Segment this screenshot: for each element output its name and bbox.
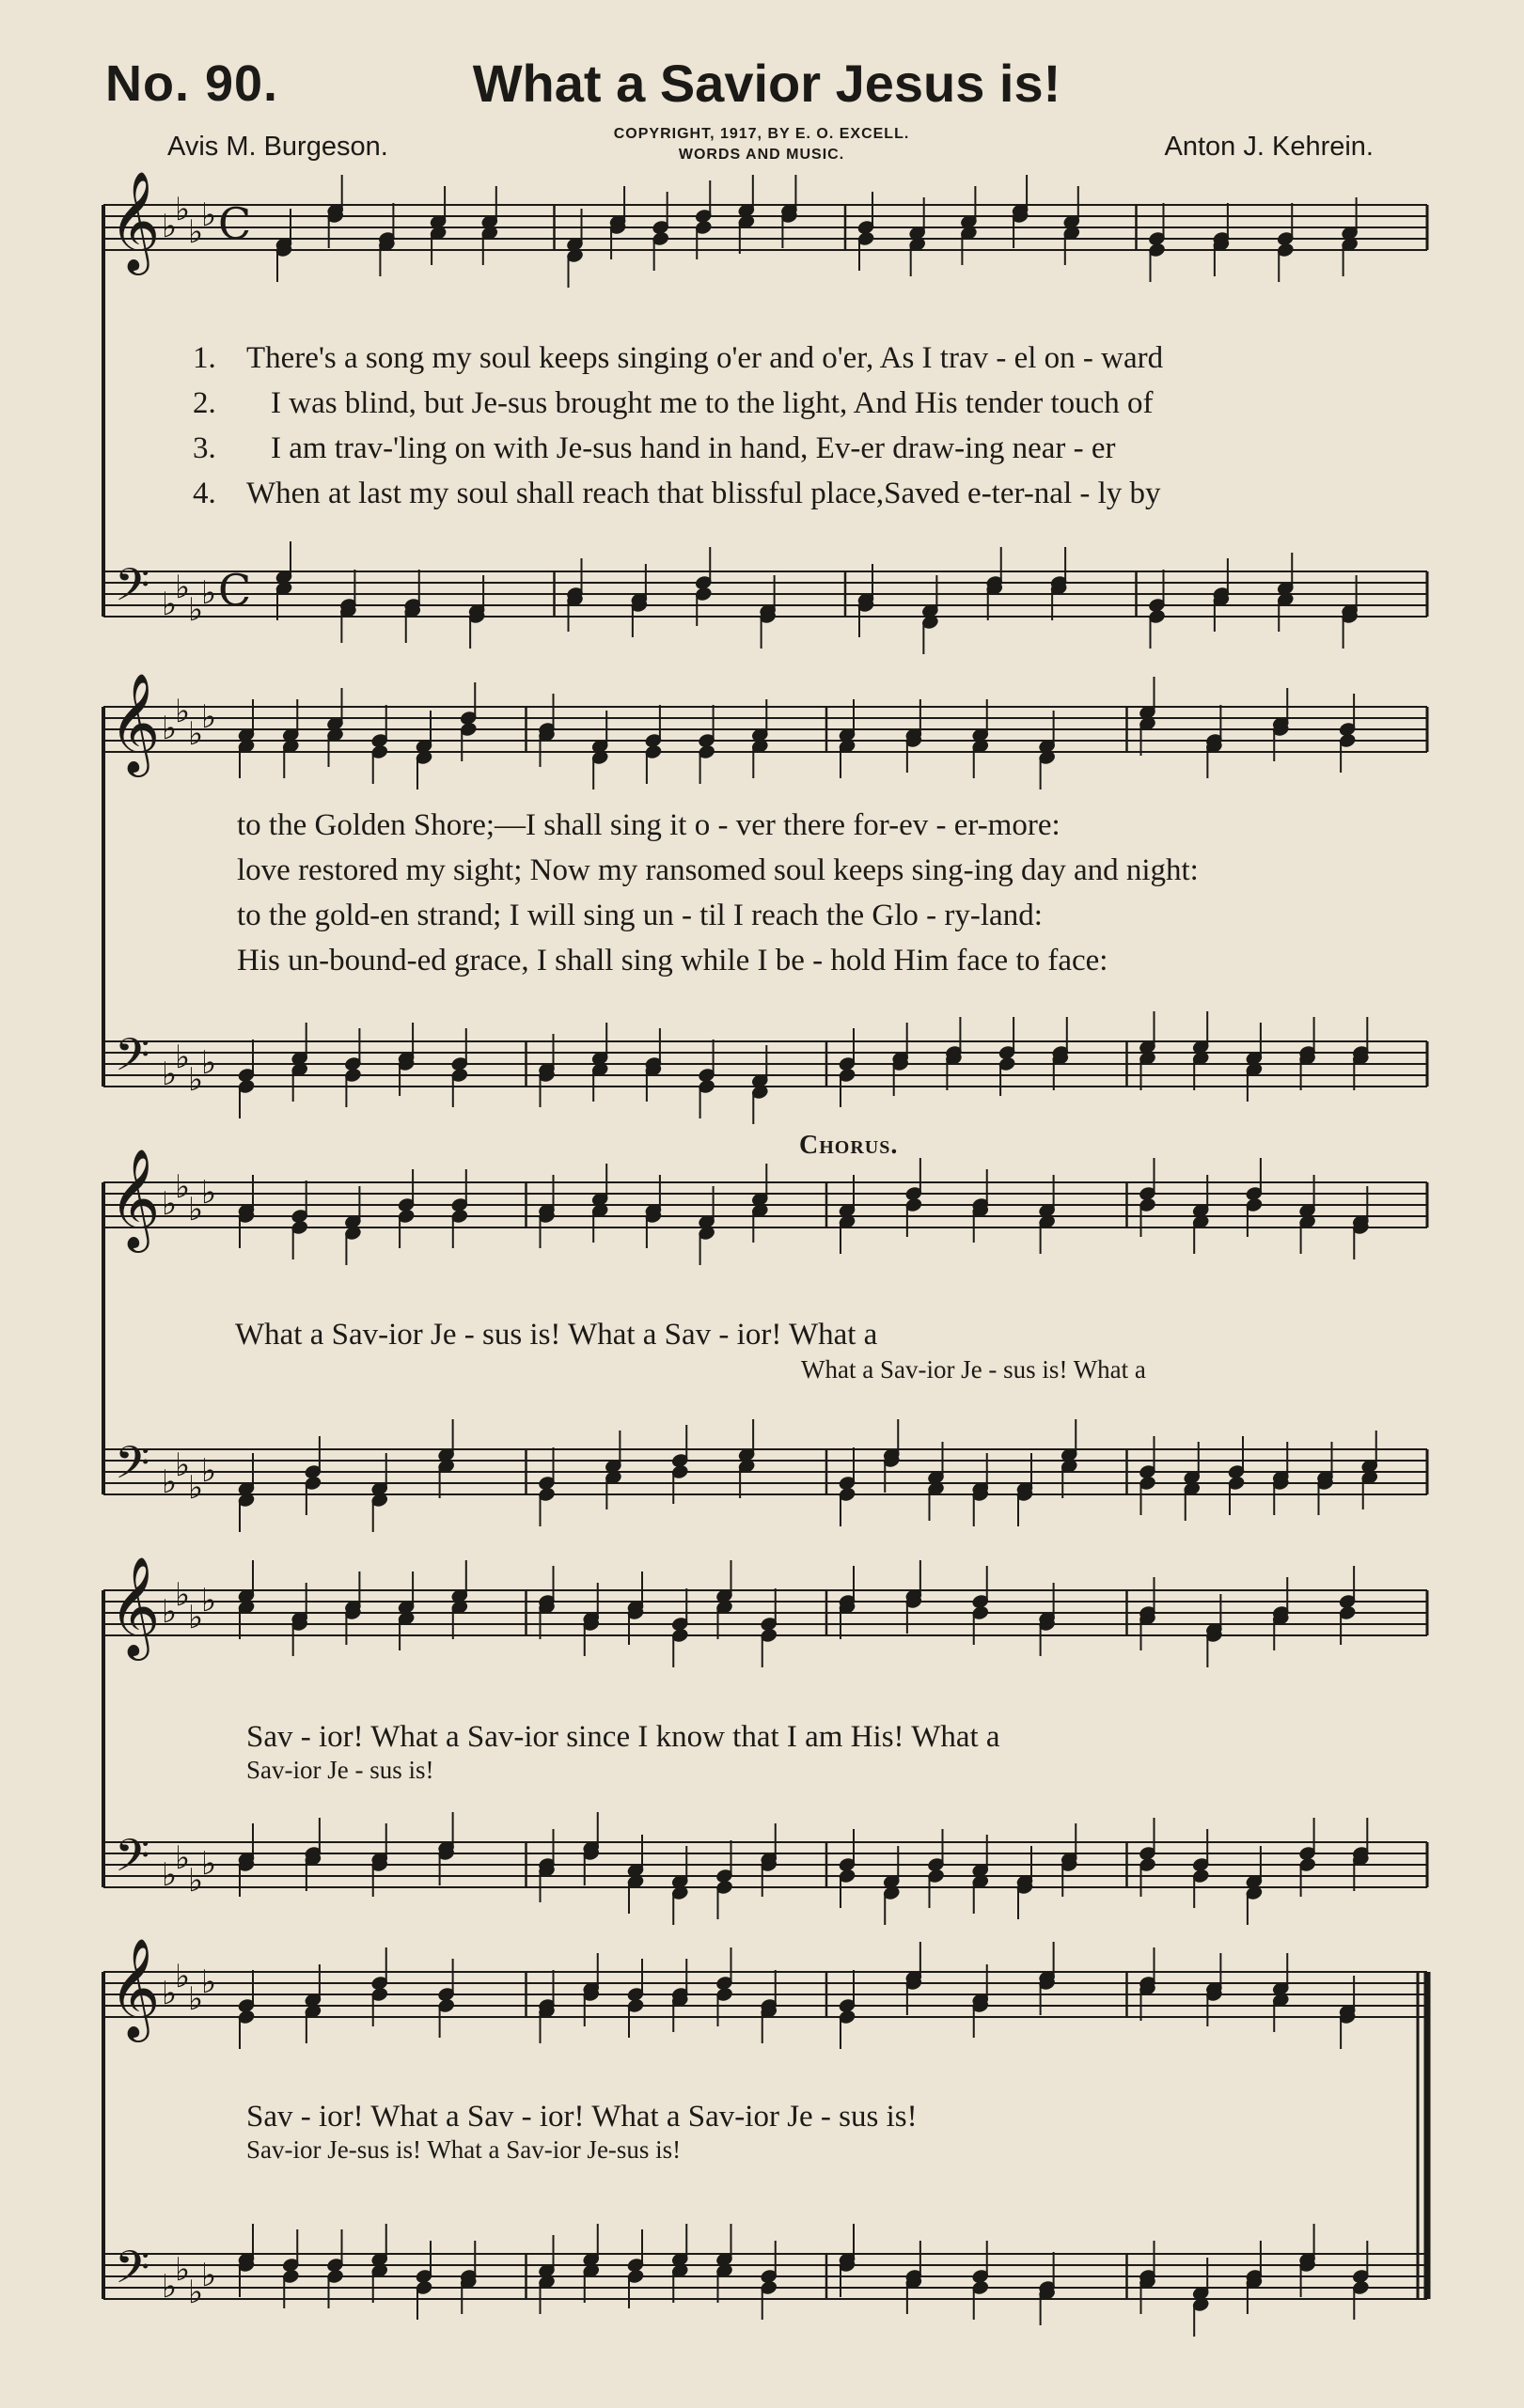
bass-clef: 𝄢	[115, 558, 150, 622]
chorus-label: Chorus.	[799, 1131, 899, 1160]
hymn-title: What a Savior Jesus is!	[472, 54, 1061, 113]
flat-sign: ♭	[162, 1185, 178, 1223]
verse-number: 2.	[193, 386, 216, 420]
copyright-line: WORDS AND MUSIC.	[678, 147, 845, 163]
verse-number: 4.	[193, 477, 216, 510]
flat-sign: ♭	[201, 1845, 217, 1883]
flat-sign: ♭	[201, 1582, 217, 1619]
flat-sign: ♭	[162, 1593, 178, 1631]
flat-sign: ♭	[175, 1839, 191, 1877]
flat-sign: ♭	[188, 213, 204, 251]
treble-clef: 𝄞	[109, 1556, 161, 1656]
verse-line: There's a song my soul keeps singing o'er and o'er, As I trav - el on - ward	[246, 341, 1164, 375]
flat-sign: ♭	[201, 574, 217, 612]
verse-line: love restored my sight; Now my ransomed soul keeps sing-ing day and night:	[237, 853, 1199, 887]
time-signature: C	[218, 565, 252, 616]
verse-line: I was blind, but Je-sus brought me to the light, And His tender touch of	[271, 386, 1154, 420]
flat-sign: ♭	[201, 1044, 217, 1082]
flat-sign: ♭	[188, 2274, 204, 2311]
flat-sign: ♭	[201, 1963, 217, 2001]
flat-sign: ♭	[175, 1168, 191, 1206]
flat-sign: ♭	[201, 1452, 217, 1490]
flat-sign: ♭	[175, 1039, 191, 1076]
verse-number: 1.	[193, 341, 216, 375]
flat-sign: ♭	[175, 191, 191, 228]
flat-sign: ♭	[162, 208, 178, 245]
flat-sign: ♭	[175, 693, 191, 730]
bass-clef: 𝄢	[115, 1436, 150, 1500]
flat-sign: ♭	[162, 1055, 178, 1093]
time-signature: C	[218, 198, 252, 249]
flat-sign: ♭	[162, 1975, 178, 2012]
bass-clef: 𝄢	[115, 1028, 150, 1092]
flat-sign: ♭	[162, 586, 178, 623]
flat-sign: ♭	[162, 1856, 178, 1894]
copyright-line: COPYRIGHT, 1917, BY E. O. EXCELL.	[613, 126, 910, 142]
hymn-number: No. 90.	[105, 55, 279, 112]
verse-line: When at last my soul shall reach that blissful place,Saved e-ter-nal - ly by	[246, 477, 1161, 510]
flat-sign: ♭	[188, 1980, 204, 2018]
flat-sign: ♭	[188, 1599, 204, 1636]
flat-sign: ♭	[188, 1061, 204, 1099]
flat-sign: ♭	[175, 569, 191, 606]
verse-line: His un-bound-ed grace, I shall sing while I be - hold Him face to face:	[237, 944, 1108, 977]
verse-line: to the gold-en strand; I will sing un - til I reach the Glo - ry-land:	[237, 899, 1043, 932]
treble-clef: 𝄞	[109, 170, 161, 271]
flat-sign: ♭	[162, 1463, 178, 1501]
verse-number: 3.	[193, 431, 216, 465]
flat-sign: ♭	[201, 196, 217, 234]
treble-clef: 𝄞	[109, 1148, 161, 1248]
chorus-subline: What a Sav-ior Je - sus is! What a	[801, 1355, 1146, 1384]
flat-sign: ♭	[175, 1576, 191, 1614]
lyricist-credit: Avis M. Burgeson.	[167, 132, 388, 162]
flat-sign: ♭	[175, 2251, 191, 2289]
chorus-subline: Sav-ior Je-sus is! What a Sav-ior Je-sus is!	[246, 2135, 682, 2164]
flat-sign: ♭	[188, 1862, 204, 1900]
chorus-line: Sav - ior! What a Sav-ior since I know that I am His! What a	[246, 1720, 1000, 1754]
treble-clef: 𝄞	[109, 672, 161, 773]
flat-sign: ♭	[201, 698, 217, 736]
chorus-line: Sav - ior! What a Sav - ior! What a Sav-ior Je - sus is!	[246, 2100, 918, 2134]
flat-sign: ♭	[201, 1174, 217, 1212]
verse-line: I am trav-'ling on with Je-sus hand in hand, Ev-er draw-ing near - er	[271, 431, 1116, 465]
flat-sign: ♭	[188, 591, 204, 629]
flat-sign: ♭	[162, 710, 178, 747]
bass-clef: 𝄢	[115, 2241, 150, 2305]
composer-credit: Anton J. Kehrein.	[1164, 132, 1374, 162]
flat-sign: ♭	[175, 1446, 191, 1484]
chorus-line: What a Sav-ior Je - sus is! What a Sav - ior! What a	[235, 1318, 878, 1352]
chorus-subline: Sav-ior Je - sus is!	[246, 1756, 434, 1784]
flat-sign: ♭	[162, 2268, 178, 2306]
flat-sign: ♭	[188, 715, 204, 753]
flat-sign: ♭	[175, 1958, 191, 1995]
verse-line: to the Golden Shore;—I shall sing it o - ver there for-ev - er-more:	[237, 808, 1061, 842]
flat-sign: ♭	[188, 1469, 204, 1507]
flat-sign: ♭	[201, 2257, 217, 2294]
bass-clef: 𝄢	[115, 1829, 150, 1893]
flat-sign: ♭	[188, 1191, 204, 1228]
treble-clef: 𝄞	[109, 1937, 161, 2038]
